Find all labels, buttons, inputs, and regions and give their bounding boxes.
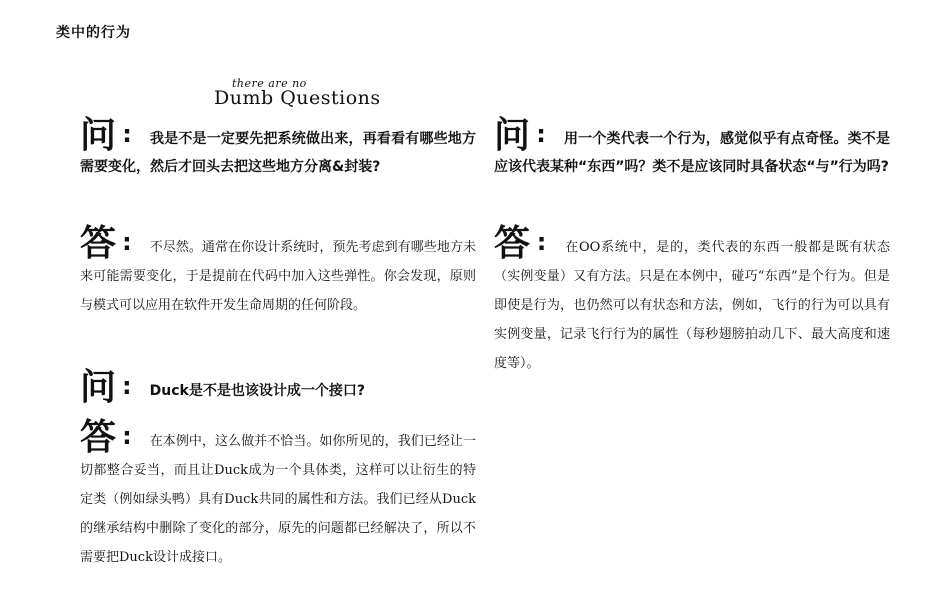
left-question-1 (80, 115, 476, 181)
colon: : (122, 120, 132, 148)
colon: : (122, 228, 132, 256)
answer-text: 不尽然。通常在你设计系统时，预先考虑到有哪些地方未来可能需要变化，于是提前在代码中加入这些弹性。你会发现，原则与模式可以应用在软件开发生命周期的任何阶段。 (80, 240, 476, 313)
question-glyph: 问 (494, 115, 531, 156)
section-title: 类中的行为 (56, 25, 131, 41)
colon: : (536, 120, 546, 148)
answer-glyph: 答 (494, 223, 531, 264)
question-text: Duck是不是也该设计成一个接口? (149, 383, 365, 399)
answer-glyph: 答 (80, 223, 117, 264)
question-glyph: 问 (80, 367, 117, 408)
left-answer-1 (80, 223, 476, 320)
colon: : (122, 422, 132, 450)
banner-big-text: Dumb Questions (214, 87, 381, 109)
colon: : (536, 228, 547, 256)
right-question-1 (494, 115, 890, 181)
question-text: 我是不是一定要先把系统做出来，再看看有哪些地方需要变化，然后才回头去把这些地方分离&封装? (80, 131, 476, 175)
dumb-questions-banner (214, 78, 394, 112)
colon: : (122, 372, 132, 400)
question-text: 用一个类代表一个行为，感觉似乎有点奇怪。类不是应该代表某种“东西”吗？类不是应该同时具备状态“与”行为吗? (494, 131, 890, 175)
answer-text: 在OO系统中，是的，类代表的东西一般都是既有状态（实例变量）又有方法。只是在本例中，碰巧“东西”是个行为。但是即使是行为，也仍然可以有状态和方法，例如，飞行的行为可以具有实例变量，记录飞行行为的属性（每秒翅膀拍动几下、最大高度和速度等）。 (494, 240, 890, 371)
right-answer-1 (494, 223, 890, 378)
answer-text: 在本例中，这么做并不恰当。如你所见的，我们已经让一切都整合妥当，而且让Duck成为一个具体类，这样可以让衍生的特定类（例如绿头鸭）具有Duck共同的属性和方法。我们已经从Duck的继承结构中删除了变化的部分，原先的问题都已经解决了，所以不需要把Duck设计成接口。 (80, 434, 476, 565)
banner-small-text: there are no (232, 77, 307, 90)
left-question-2 (80, 367, 476, 408)
question-glyph: 问 (80, 115, 117, 156)
left-answer-2 (80, 417, 476, 572)
answer-glyph: 答 (80, 417, 117, 458)
